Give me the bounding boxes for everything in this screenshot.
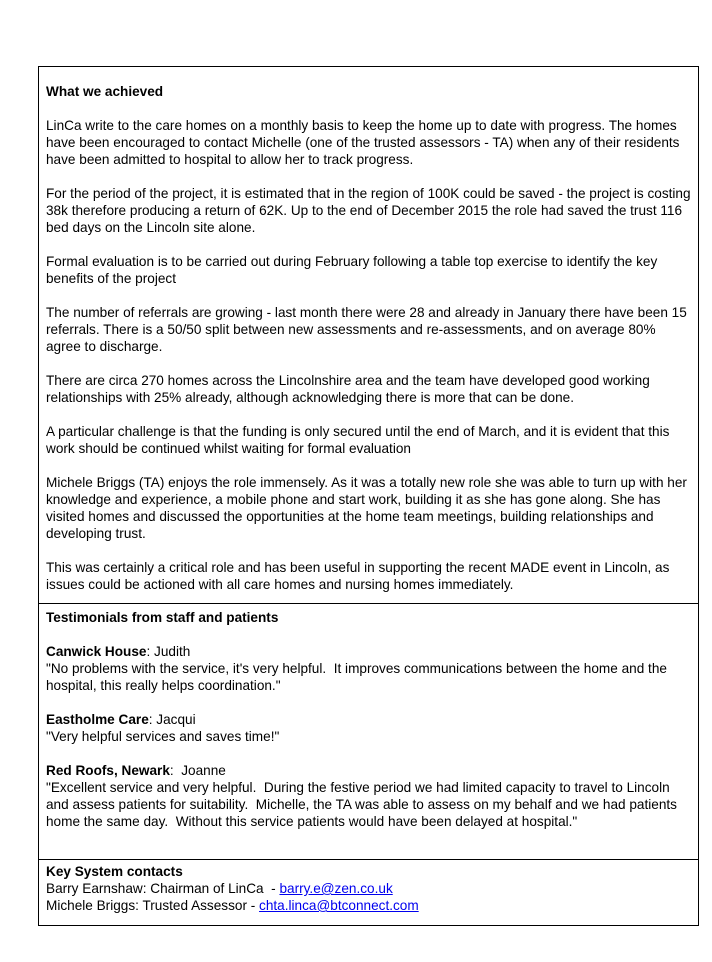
contact-barry-earnshaw	[46, 880, 692, 897]
testimonial-source	[46, 711, 692, 728]
paragraph-homes-coverage: There are circa 270 homes across the Lincolnshire area and the team have developed good working relationships with 25% already, although acknowledging there is more that can be done.	[46, 373, 654, 405]
paragraph-referrals: The number of referrals are growing - last month there were 28 and already in January there have been 15 referrals. There is a 50/50 split between new assessments and re-assessments, and on average 80% agree to discharge.	[46, 305, 691, 354]
testimonial-person-name: : Joanne	[169, 763, 226, 778]
testimonial-home-name: Eastholme Care	[46, 712, 149, 727]
paragraph-funding-challenge: A particular challenge is that the funding is only secured until the end of March, and it is evident that this work should be continued whilst waiting for formal evaluation	[46, 424, 674, 456]
section-heading-testimonials: Testimonials from staff and patients	[46, 610, 279, 625]
paragraph-savings: For the period of the project, it is estimated that in the region of 100K could be saved - the project is costing 38k therefore producing a return of 62K. Up to the end of December 2015 the role had saved the trust 116 bed days on the Lincoln site alone.	[46, 186, 695, 235]
testimonial-person-name: : Judith	[146, 644, 191, 659]
section-key-contacts	[39, 859, 698, 925]
testimonial-canwick-house	[46, 643, 692, 694]
section-heading-key-contacts: Key System contacts	[46, 864, 183, 879]
testimonial-quote: "No problems with the service, it's very helpful. It improves communications between the home and the hospital, this really helps coordination."	[46, 661, 671, 693]
contact-michele-briggs	[46, 897, 692, 914]
section-heading-what-we-achieved: What we achieved	[46, 84, 164, 99]
email-link-barry[interactable]: barry.e@zen.co.uk	[279, 881, 393, 896]
testimonial-home-name: Red Roofs, Newark	[46, 763, 170, 778]
testimonial-red-roofs	[46, 762, 692, 830]
paragraph-made-event: This was certainly a critical role and has been useful in supporting the recent MADE event in Lincoln, as issues could be actioned with all care homes and nursing homes immediately.	[46, 560, 674, 592]
email-link-michele[interactable]: chta.linca@btconnect.com	[259, 898, 419, 913]
testimonial-source	[46, 643, 692, 660]
contact-role-text: Barry Earnshaw: Chairman of LinCa -	[46, 881, 280, 896]
report-page	[38, 66, 699, 926]
section-testimonials	[39, 603, 698, 859]
testimonial-source	[46, 762, 692, 779]
testimonial-quote: "Excellent service and very helpful. During the festive period we had limited capacity to travel to Lincoln and assess patients for suitability. Michelle, the TA was able to assess on my behalf and we had patients home the same day. Without this service patients would have been delayed at hospital."	[46, 780, 681, 829]
section-what-we-achieved	[39, 67, 698, 603]
testimonial-quote: "Very helpful services and saves time!"	[46, 729, 280, 744]
testimonial-home-name: Canwick House	[46, 644, 147, 659]
testimonial-person-name: : Jacqui	[148, 712, 196, 727]
testimonial-eastholme-care	[46, 711, 692, 745]
paragraph-michele-briggs: Michele Briggs (TA) enjoys the role immensely. As it was a totally new role she was able to turn up with her knowledge and experience, a mobile phone and start work, building it as she has gone along. She has visited homes and discussed the opportunities at the home team meetings, building relationships and developing trust.	[46, 475, 691, 541]
paragraph-monthly-updates: LinCa write to the care homes on a monthly basis to keep the home up to date with progress. The homes have been encouraged to contact Michelle (one of the trusted assessors - TA) when any of their residents have been admitted to hospital to allow her to track progress.	[46, 118, 684, 167]
contact-role-text: Michele Briggs: Trusted Assessor -	[46, 898, 260, 913]
paragraph-formal-evaluation: Formal evaluation is to be carried out during February following a table top exercise to identify the key benefits of the project	[46, 254, 662, 286]
